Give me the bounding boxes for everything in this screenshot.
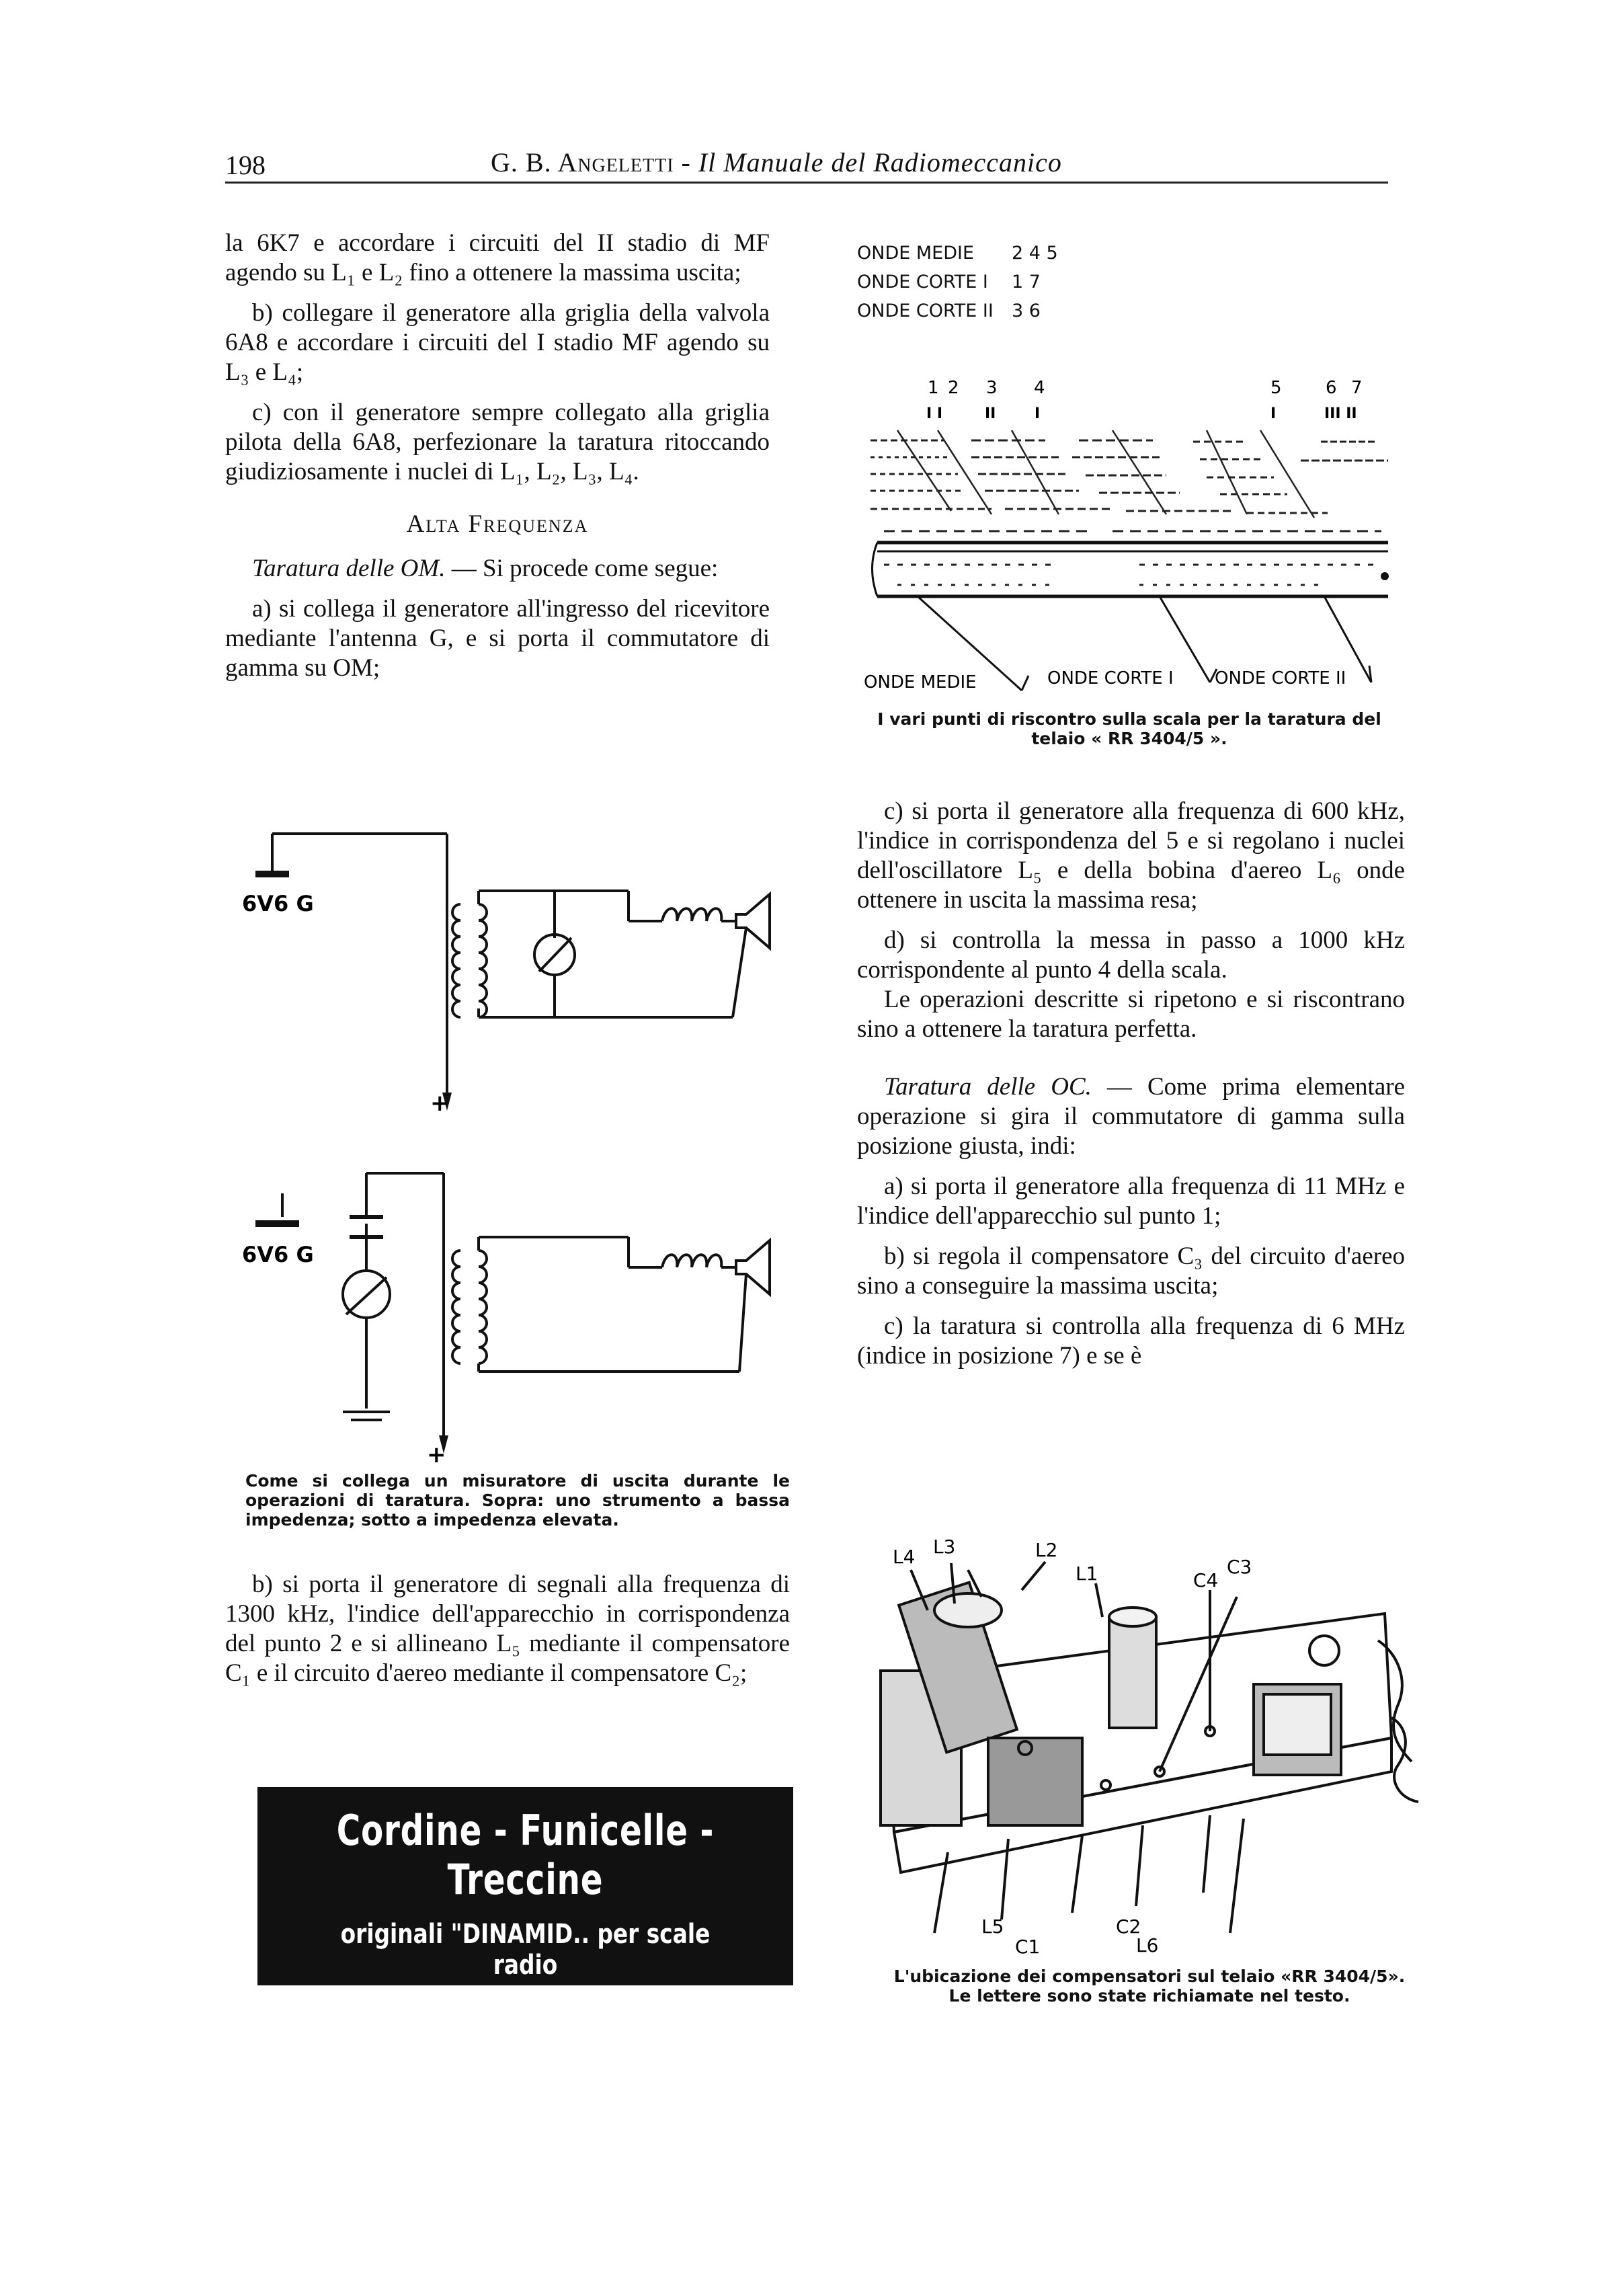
chassis-figure	[860, 1516, 1439, 1960]
component-label: L6	[1136, 1934, 1159, 1956]
header-book-title: Il Manuale del Radiomeccanico	[698, 147, 1062, 177]
band-name: ONDE MEDIE	[857, 243, 975, 264]
high-impedance-circuit	[255, 1173, 770, 1454]
left-column-bottom-text	[225, 1570, 790, 1699]
scale-diagonals	[897, 430, 1314, 518]
band-row	[857, 239, 1058, 268]
subsection-title: Taratura delle OC.	[884, 1073, 1092, 1101]
scale-number: 1	[928, 378, 939, 398]
band-label: ONDE CORTE I	[1047, 668, 1174, 688]
figure-caption: I vari punti di riscontro sulla scala per la taratura del telaio « RR 3404/5 ».	[877, 709, 1381, 748]
coil-l1	[1109, 1617, 1156, 1728]
caption-line: L'ubicazione dei compensatori sul telaio «RR 3404/5».	[893, 1967, 1406, 1986]
ad-city: - MILANO	[476, 1993, 707, 2055]
component-label: C2	[1116, 1915, 1141, 1938]
band-points: 3 6	[1012, 301, 1041, 321]
header-rule	[225, 182, 1388, 184]
band-label: ONDE CORTE II	[1215, 668, 1346, 688]
band-legend	[857, 239, 1058, 325]
paragraph	[857, 1072, 1405, 1161]
band-name: ONDE CORTE I	[857, 272, 988, 292]
scale-mark: I	[1270, 405, 1277, 422]
advertisement-box	[257, 1787, 793, 2055]
low-impedance-circuit	[255, 834, 770, 1111]
circuit-diagram-figure	[235, 820, 793, 1466]
scale-mark: II	[985, 405, 996, 422]
scale-dot	[1381, 572, 1389, 580]
paragraph: a) si porta il generatore alla frequenza di 11 MHz e l'indice dell'apparecchio sul punto 1;	[857, 1173, 1405, 1230]
paragraph: la 6K7 e accordare i circuiti del II stadio di MF agendo su L₁ e L₂ fino a ottenere la massima uscita;	[225, 229, 770, 286]
paragraph: c) con il generatore sempre collegato alla griglia pilota della 6A8, perfezionare la taratura ritoccando giudiziosamente i nuclei di L₁, L₂, L₃, L₄.	[225, 399, 770, 485]
band-row	[857, 268, 1058, 296]
paragraph: Le operazioni descritte si ripetono e si riscontrano sino a ottenere la taratura perfetta.	[857, 986, 1405, 1043]
page-number: 198	[225, 150, 266, 180]
component-label: L1	[1076, 1562, 1098, 1585]
component-label: L4	[893, 1546, 916, 1568]
band-label: ONDE MEDIE	[864, 672, 977, 692]
scale-mark: I	[1035, 405, 1041, 422]
ad-po-box: Casella postale 839	[508, 1999, 690, 2022]
figure-caption	[881, 1967, 1418, 2006]
paragraph	[225, 554, 770, 584]
component-label: C1	[1015, 1936, 1041, 1958]
component-label: L3	[933, 1536, 956, 1558]
dial-scale-figure	[857, 366, 1408, 709]
scale-end	[873, 543, 878, 596]
component-label: C4	[1193, 1569, 1219, 1591]
scale-number: 3	[986, 378, 998, 398]
header-separator: -	[674, 147, 698, 177]
scale-mark: III II	[1324, 405, 1357, 422]
scale-number: 2	[948, 378, 959, 398]
polarity-label: +	[430, 1090, 450, 1117]
paragraph: b) si regola il compensatore C₃ del circuito d'aereo sino a conseguire la massima uscita;	[857, 1242, 1405, 1300]
band-points: 1 7	[1012, 272, 1041, 292]
wave-switch	[988, 1738, 1082, 1825]
ad-subline: originali "DINAMID.. per scale radio	[340, 1919, 711, 1981]
paragraph: d) si controlla la messa in passo a 1000 kHz corrispondente al punto 4 della scala.	[857, 926, 1405, 984]
paragraph: b) si porta il generatore di segnali alla frequenza di 1300 kHz, l'indice dell'apparecchio in corrispondenza del punto 2 e si allineano L₅ mediante il compensatore C₁ e il circuito d'aereo mediante il compensatore C₂;	[225, 1571, 790, 1687]
scale-number: 4	[1034, 378, 1045, 398]
scale-mark: I I	[926, 405, 943, 422]
ad-company: MARIO BISI -	[343, 1993, 508, 2024]
band-name: ONDE CORTE II	[857, 301, 994, 321]
paragraph: c) si porta il generatore alla frequenza di 600 kHz, l'indice in corrispondenza del 5 e si regolano i nuclei dell'oscillatore L₅ e della bobina d'aereo L₆ onde ottenere in uscita la massima resa;	[857, 797, 1405, 914]
paragraph: c) la taratura si controlla alla frequenza di 6 MHz (indice in posizione 7) e se è	[857, 1312, 1405, 1370]
tube-label: 6V6 G	[242, 891, 314, 916]
component-label: C3	[1227, 1556, 1252, 1578]
section-heading: Alta Frequenza	[406, 510, 589, 538]
subsection-title: Taratura delle OM.	[252, 555, 446, 582]
header-author: G. B. Angeletti	[491, 147, 674, 177]
scale-number: 7	[1351, 378, 1363, 398]
component-label: L5	[981, 1915, 1004, 1938]
figure-caption: Come si collega un misuratore di uscita durante le operazioni di taratura. Sopra: uno strumento a bassa impedenza; sotto a impedenza elevata.	[245, 1471, 790, 1530]
ad-headline: Cordine - Funicelle - Treccine	[336, 1806, 715, 1904]
paragraph: a) si collega il generatore all'ingresso del ricevitore mediante l'antenna G, e si porta il commutatore di gamma su OM;	[225, 595, 770, 682]
ad-address	[306, 1993, 745, 2055]
left-column-text	[225, 229, 770, 694]
band-row	[857, 296, 1058, 325]
polarity-label: +	[427, 1441, 446, 1466]
paragraph: b) collegare il generatore alla griglia della valvola 6A8 e accordare i circuiti del I stadio MF agendo su L₃ e L₄;	[225, 299, 770, 386]
band-points: 2 4 5	[1012, 243, 1058, 264]
paragraph-text: — Si procede come segue:	[445, 555, 719, 582]
running-header	[491, 147, 1062, 178]
component-label: L2	[1035, 1539, 1058, 1561]
scale-number: 5	[1270, 378, 1282, 398]
paragraph-text: — Come prima elementare operazione si gira il commutatore di gamma sulla posizione giusta, indi:	[857, 1073, 1405, 1160]
caption-line: Le lettere sono state richiamate nel testo.	[948, 1986, 1350, 2006]
right-column-text	[857, 797, 1405, 1382]
scale-number: 6	[1326, 378, 1337, 398]
tube-label: 6V6 G	[242, 1242, 314, 1267]
